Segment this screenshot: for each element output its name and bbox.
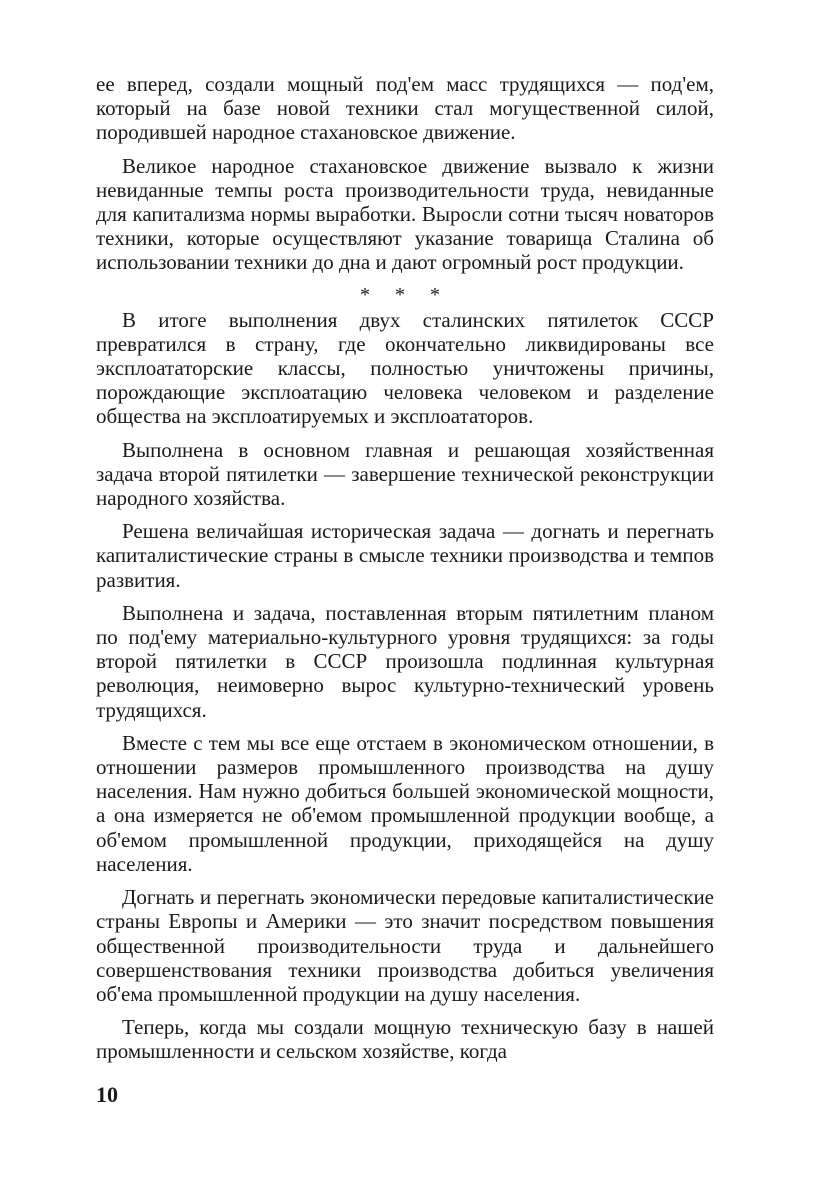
paragraph-9: Теперь, когда мы создали мощную техническую базу в нашей промышленности и сельском хозяйстве, когда: [96, 1015, 714, 1064]
paragraph-2: Великое народное стахановское движение вызвало к жизни невиданные темпы роста производительности труда, невиданные для капитализма нормы выработки. Выросли сотни тысяч новаторов техники, которые осуществляют указание товарища Сталина об использовании техники до дна и дают огромный рост продукции.: [96, 153, 714, 275]
page-body: [96, 72, 714, 1073]
page-number: 10: [96, 1082, 118, 1107]
paragraph-8: Догнать и перегнать экономически передовые капиталистические страны Европы и Америки — это значит посредством повышения общественной производительности труда и дальнейшего совершенствования техники производства добиться увеличения об'ема промышленной продукции на душу населения.: [96, 885, 714, 1006]
paragraph-3: В итоге выполнения двух сталинских пятилеток СССР превратился в страну, где окончательно ликвидированы все эксплоататорские классы, полностью уничтожены причины, порождающие эксплоатацию человека человеком и разделение общества на эксплоатируемых и эксплоататоров.: [96, 307, 714, 429]
paragraph-1: ее вперед, создали мощный под'ем масс трудящихся — под'ем, который на базе новой техники стал могущественной силой, породившей народное стахановское движение.: [96, 72, 714, 145]
paragraph-4: Выполнена в основном главная и решающая хозяйственная задача второй пятилетки — завершение технической реконструкции народного хозяйства.: [96, 437, 714, 511]
section-separator: * * *: [360, 283, 450, 306]
paragraph-6: Выполнена и задача, поставленная вторым пятилетним планом по под'ему материально-культурного уровня трудящихся: за годы второй пятилетки в СССР произошла подлинная культурная революция, неимоверно вырос культурно-технический уровень трудящихся.: [96, 600, 714, 722]
paragraph-7: Вместе с тем мы все еще отстаем в экономическом отношении, в отношении размеров промышленного производства на душу населения. Нам нужно добиться большей экономической мощности, а она измеряется не об'емом промышленной продукции вообще, а об'емом промышленной продукции, приходящейся на душу населения.: [96, 730, 714, 876]
paragraph-5: Решена величайшая историческая задача — догнать и перегнать капиталистические страны в смысле техники производства и темпов развития.: [96, 519, 714, 592]
